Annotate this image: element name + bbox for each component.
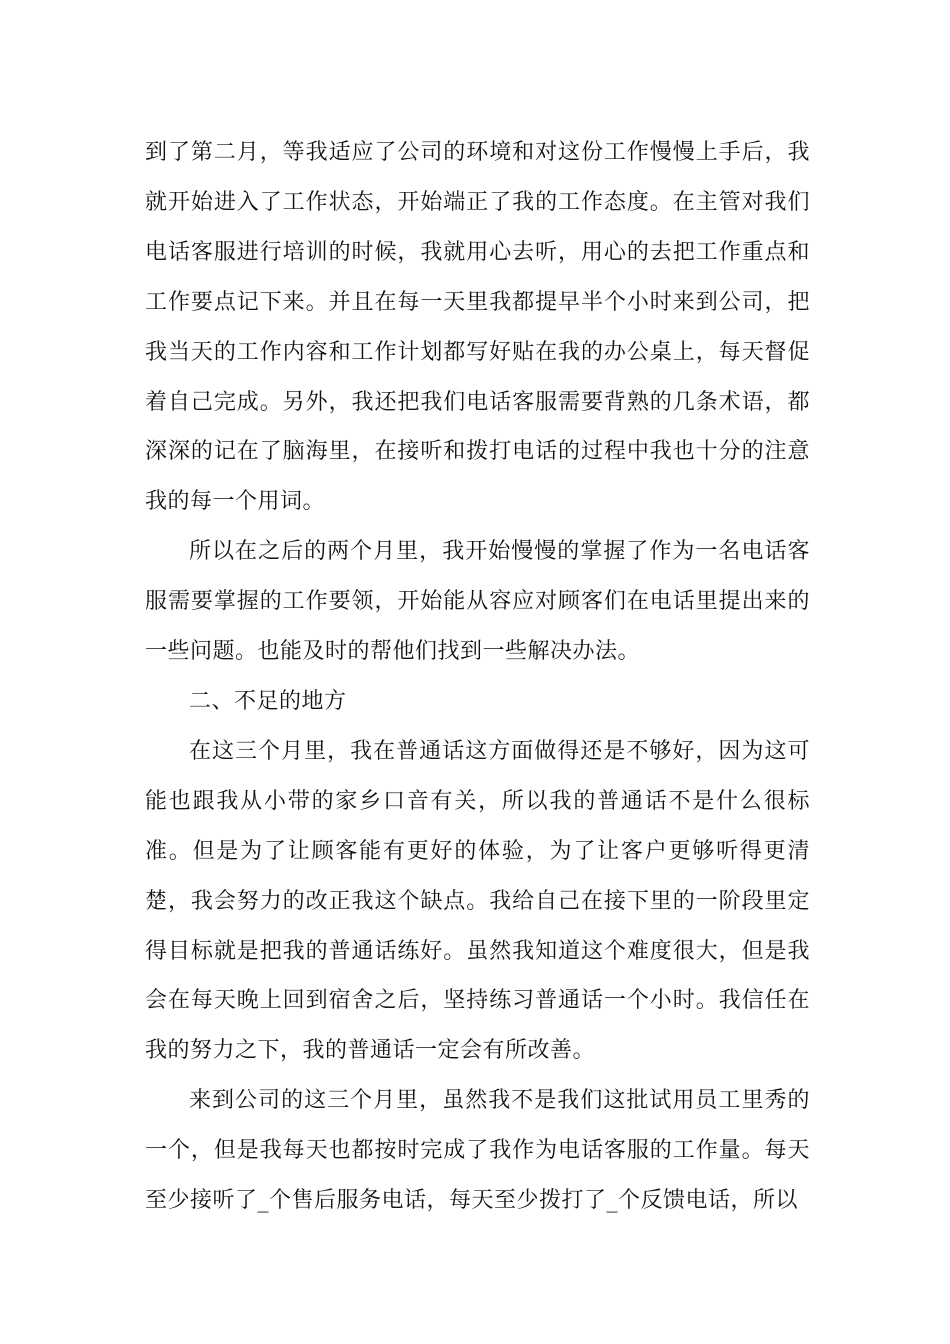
paragraph-mandarin: 在这三个月里，我在普通话这方面做得还是不够好，因为这可能也跟我从小带的家乡口音有关，所以我的普通话不是什么很标准。但是为了让顾客能有更好的体验，为了让客户更够听得更清楚，我会努力的改正我这个缺点。我给自己在接下里的一阶段里定得目标就是把我的普通话练好。虽然我知道这个难度很大，但是我会在每天晚上回到宿舍之后，坚持练习普通话一个小时。我信任在我的努力之下，我的普通话一定会有所改善。 — [145, 738, 810, 1064]
paragraph-work-attitude: 到了第二月，等我适应了公司的环境和对这份工作慢慢上手后，我就开始进入了工作状态，开始端正了我的工作态度。在主管对我们电话客服进行培训的时候，我就用心去听，用心的去把工作重点和工作要点记下来。并且在每一天里我都提早半个小时来到公司，把我当天的工作内容和工作计划都写好贴在我的办公桌上，每天督促着自己完成。另外，我还把我们电话客服需要背熟的几条术语，都深深的记在了脑海里，在接听和拨打电话的过程中我也十分的注意我的每一个用词。 — [145, 140, 810, 515]
document-body — [145, 128, 810, 1226]
section-heading-shortcomings: 二、不足的地方 — [189, 688, 347, 714]
paragraph-skill-progress: 所以在之后的两个月里，我开始慢慢的掌握了作为一名电话客服需要掌握的工作要领，开始能从容应对顾客们在电话里提出来的一些问题。也能及时的帮他们找到一些解决办法。 — [145, 539, 810, 665]
paragraph-workload: 来到公司的这三个月里，虽然我不是我们这批试用员工里秀的一个，但是我每天也都按时完成了我作为电话客服的工作量。每天至少接听了_个售后服务电话，每天至少拨打了_个反馈电话，所以 — [145, 1088, 810, 1214]
